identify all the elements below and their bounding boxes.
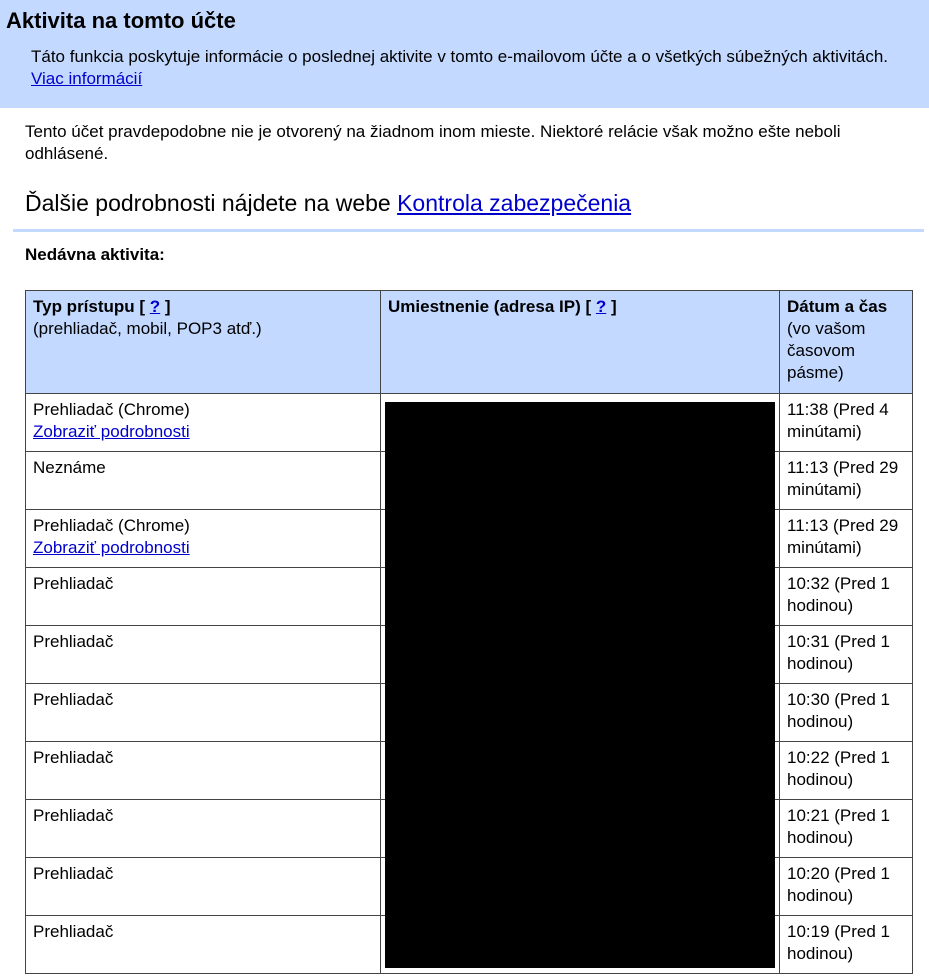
table-row [26,800,913,858]
access-type-cell [26,626,381,684]
table-header-row [26,291,913,394]
location-title: Umiestnenie (adresa IP) [388,297,581,316]
access-type-cell [26,858,381,916]
location-cell [381,858,780,916]
datetime-cell: 11:13 (Pred 29 minútami) [780,510,913,568]
table-row [26,626,913,684]
location-cell [381,800,780,858]
access-type-value: Prehliadač [33,690,114,709]
column-header-datetime [780,291,913,394]
column-header-access-type: Typ prístupu [ ? ] (prehliadač, mobil, POP3 atď.) [26,291,381,394]
activity-header [0,0,929,108]
description-text: Táto funkcia poskytuje informácie o poslednej aktivite v tomto e-mailovom účte a o všetkých súbežných aktivitách. [31,47,889,66]
datetime-title: Dátum a čas [787,297,888,316]
location-cell [381,916,780,974]
access-type-value: Prehliadač [33,922,114,941]
access-type-value: Neznáme [33,458,106,477]
access-type-cell [26,394,381,452]
access-type-help-link[interactable]: ? [149,297,161,316]
access-type-value: Prehliadač [33,864,114,883]
location-cell [381,510,780,568]
recent-activity-label: Nedávna aktivita: [25,245,165,264]
access-type-value: Prehliadač [33,632,114,651]
datetime-cell: 10:21 (Pred 1 hodinou) [780,800,913,858]
table-row [26,684,913,742]
table-row [26,394,913,452]
datetime-cell: 11:13 (Pred 29 minútami) [780,452,913,510]
access-type-value: Prehliadač (Chrome) [33,516,190,535]
show-details-link[interactable]: Zobraziť podrobnosti [33,422,190,441]
table-row [26,452,913,510]
location-cell [381,684,780,742]
location-cell [381,626,780,684]
datetime-cell: 10:30 (Pred 1 hodinou) [780,684,913,742]
security-checkup-line [25,188,905,218]
activity-table [25,290,913,974]
divider [13,229,924,232]
access-type-cell [26,452,381,510]
access-type-value: Prehliadač [33,748,114,767]
table-row [26,858,913,916]
location-help-link[interactable]: ? [595,297,607,316]
page-title: Aktivita na tomto účte [6,8,236,33]
column-header-location: Umiestnenie (adresa IP) [ ? ] [381,291,780,394]
more-info-link[interactable]: Viac informácií [31,69,143,88]
datetime-cell: 10:31 (Pred 1 hodinou) [780,626,913,684]
table-row [26,568,913,626]
datetime-cell: 11:38 (Pred 4 minútami) [780,394,913,452]
table-row [26,916,913,974]
datetime-cell: 10:32 (Pred 1 hodinou) [780,568,913,626]
access-type-value: Prehliadač [33,806,114,825]
status-text: Tento účet pravdepodobne nie je otvorený na žiadnom inom mieste. Niektoré relácie však možno ešte neboli odhlásené. [25,122,841,163]
access-type-cell [26,800,381,858]
datetime-cell: 10:22 (Pred 1 hodinou) [780,742,913,800]
access-type-subtitle: (prehliadač, mobil, POP3 atď.) [33,319,262,338]
location-cell [381,568,780,626]
security-checkup-prefix: Ďalšie podrobnosti nájdete na webe [25,190,391,216]
access-type-cell [26,684,381,742]
access-type-cell [26,742,381,800]
location-cell [381,394,780,452]
datetime-cell: 10:19 (Pred 1 hodinou) [780,916,913,974]
table-row [26,742,913,800]
header-description [31,46,891,90]
table-row [26,510,913,568]
show-details-link[interactable]: Zobraziť podrobnosti [33,538,190,557]
datetime-subtitle: (vo vašom časovom pásme) [787,319,866,382]
security-checkup-link[interactable]: Kontrola zabezpečenia [397,190,632,216]
access-type-value: Prehliadač (Chrome) [33,400,190,419]
access-type-cell [26,916,381,974]
location-cell [381,742,780,800]
access-type-title: Typ prístupu [33,297,135,316]
location-cell [381,452,780,510]
access-type-value: Prehliadač [33,574,114,593]
access-type-cell [26,510,381,568]
access-type-cell [26,568,381,626]
datetime-cell: 10:20 (Pred 1 hodinou) [780,858,913,916]
